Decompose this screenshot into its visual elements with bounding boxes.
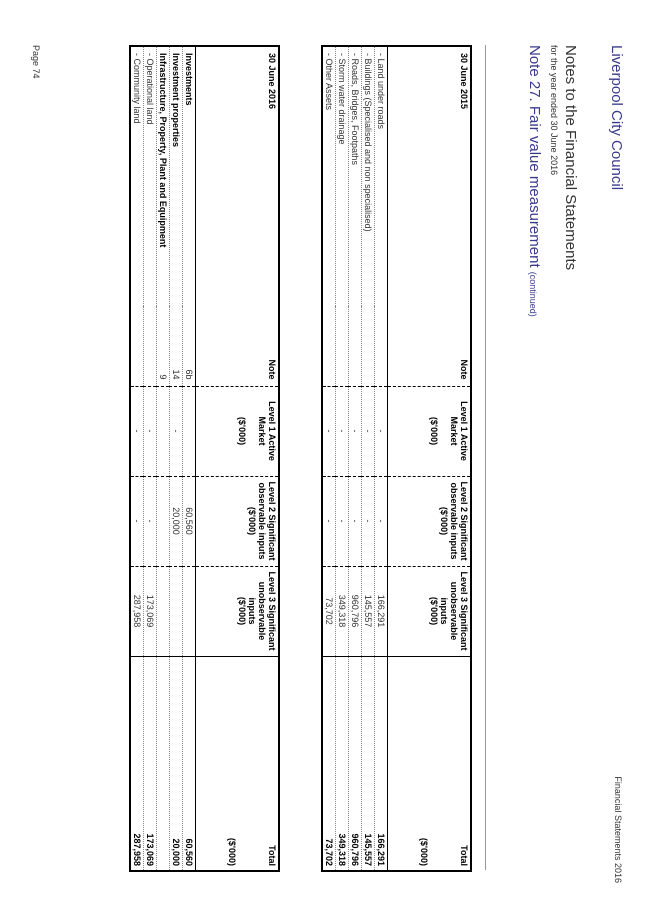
fair-value-table-2016 [129,45,280,872]
row-level2: - [375,476,388,566]
row-level1: - [170,386,183,476]
row-label: Investments [183,46,196,306]
row-label: Investment properties [170,46,183,306]
table-row [322,46,336,871]
table-row [349,46,362,871]
row-note [362,306,375,386]
row-total: 960,796 [349,656,362,871]
row-label: - Land under roads [375,46,388,306]
council-name: Liverpool City Council [608,45,625,191]
row-level1: - [336,386,349,476]
row-label: - Operational land [144,46,157,306]
row-note [144,306,157,386]
row-label: - Storm water drainage [336,46,349,306]
col-level1-label: Level 1 Active Market [449,401,469,461]
row-label: Infrastructure, Property, Plant and Equipment [157,46,170,306]
row-level2: - [144,476,157,566]
col-level1-header [196,386,280,476]
col-level3-label: Level 3 Significant unobservable inputs [247,571,277,651]
row-note [349,306,362,386]
page-number: Page 74 [31,45,41,79]
document-header-right: Financial Statements 2016 [613,776,623,883]
row-level3: 960,796 [349,566,362,656]
row-level2: 60,560 [183,476,196,566]
row-level1: - [375,386,388,476]
row-note: 6b [183,306,196,386]
table-row [144,46,157,871]
row-note [322,306,336,386]
fair-value-table-2015 [321,45,472,872]
col-level2-label: Level 2 Significant observable inputs [257,481,277,561]
row-level2: - [336,476,349,566]
row-note [336,306,349,386]
row-level2: 20,000 [170,476,183,566]
table-title: 30 June 2015 [388,46,472,306]
row-level3 [183,566,196,656]
col-total-label: Total [459,845,469,866]
row-note: 14 [170,306,183,386]
row-level2: - [362,476,375,566]
row-note [375,306,388,386]
col-level1-header [388,386,472,476]
table-row [362,46,375,871]
row-label: - Buildings (Specialised and non specialised) [362,46,375,306]
row-level1: - [130,386,144,476]
row-level1 [183,386,196,476]
col-total-label: Total [267,845,277,866]
table-row [170,46,183,871]
col-level2-label: Level 2 Significant observable inputs [449,481,469,561]
col-level3-header [388,566,472,656]
col-level2-header [196,476,280,566]
table-row [157,46,170,871]
row-total: 173,069 [144,656,157,871]
col-total-units: ($'000) [227,837,237,866]
col-level3-header [196,566,280,656]
row-level3: 349,318 [336,566,349,656]
row-note [130,306,144,386]
row-level1 [157,386,170,476]
col-note-header: Note [196,306,280,386]
col-level1-units: ($'000) [237,416,247,446]
row-label: - Roads, Bridges, Footpaths [349,46,362,306]
row-level1: - [362,386,375,476]
row-level2 [157,476,170,566]
col-total-header [196,656,280,871]
col-level2-header [388,476,472,566]
row-total: 166,291 [375,656,388,871]
row-total: 60,560 [183,656,196,871]
table-title: 30 June 2016 [196,46,280,306]
row-note: 9 [157,306,170,386]
col-level1-label: Level 1 Active Market [257,401,277,461]
row-level3: 73,702 [322,566,336,656]
row-label: - Other Assets [324,53,334,111]
col-level1-units: ($'000) [429,416,439,446]
col-level2-units: ($'000) [247,506,257,536]
row-level1: - [349,386,362,476]
notes-title: Notes to the Financial Statements [562,45,579,271]
row-level3: 166,291 [375,566,388,656]
col-level3-label: Level 3 Significant unobservable inputs [439,571,469,651]
row-level3: 145,557 [362,566,375,656]
col-level2-units: ($'000) [439,506,449,536]
row-level1: - [144,386,157,476]
table-row [375,46,388,871]
row-level3 [157,566,170,656]
row-total: 349,318 [336,656,349,871]
table-row [183,46,196,871]
row-level3: 287,958 [130,566,144,656]
col-level3-units: ($'000) [237,596,247,626]
row-level3: 173,069 [144,566,157,656]
header-rule [485,45,486,870]
note-heading-suffix: (continued) [528,271,538,317]
col-total-header [388,656,472,871]
table-header-row [388,46,472,871]
row-total: 20,000 [170,656,183,871]
table-header-row [196,46,280,871]
col-total-units: ($'000) [419,837,429,866]
note-heading-text: Note 27. Fair value measurement [526,45,543,268]
row-level2: - [322,476,336,566]
row-level1: - [322,386,336,476]
row-total: 73,702 [324,838,334,866]
notes-subtitle: for the year ended 30 June 2016 [549,45,559,176]
row-level3 [170,566,183,656]
row-total: 287,958 [132,833,142,866]
row-level2: - [349,476,362,566]
row-total [157,656,170,871]
table-row [130,46,144,871]
note-heading [526,45,543,317]
row-total: 145,557 [362,656,375,871]
col-note-header: Note [388,306,472,386]
row-label: - Community land [132,53,142,124]
col-level3-units: ($'000) [429,596,439,626]
table-row [336,46,349,871]
row-level2: - [130,476,144,566]
